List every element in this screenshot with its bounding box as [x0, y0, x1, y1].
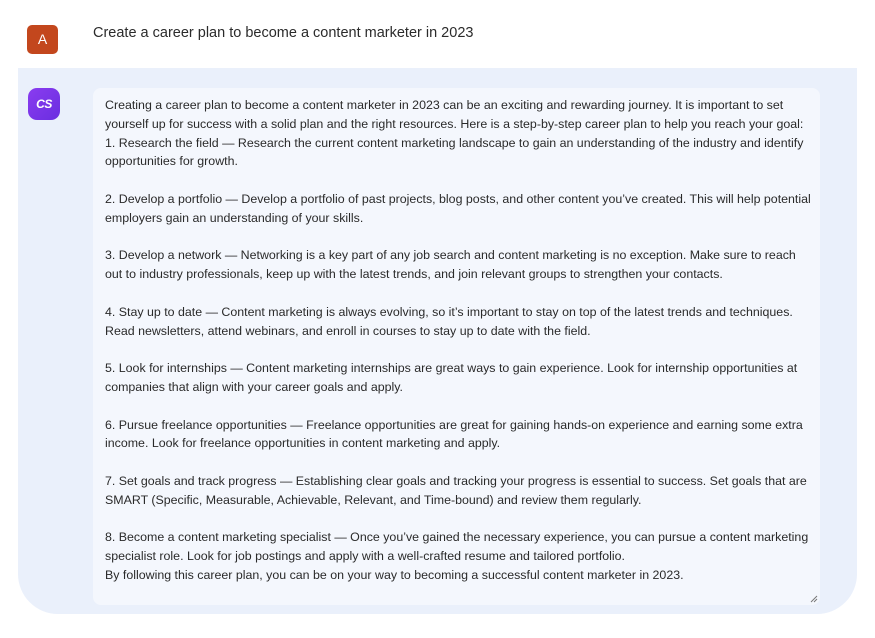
- response-intro: Creating a career plan to become a content marketer in 2023 can be an exciting and rewarding journey. It is important to set yourself up for success with a solid plan and the right resources. Here is a step-by-step career plan to help you reach your goal:: [105, 98, 804, 131]
- response-step: 5. Look for internships — Content marketing internships are great ways to gain experience. Look for internship opportunities at companies that align with your career goals and apply.: [105, 361, 798, 394]
- response-step: 2. Develop a portfolio — Develop a portfolio of past projects, blog posts, and other content you’ve created. This will help potential employers gain an understanding of your skills.: [105, 191, 811, 225]
- resize-handle-icon[interactable]: [810, 595, 818, 603]
- assistant-avatar-logo: CS: [28, 88, 60, 120]
- response-textarea[interactable]: [93, 88, 820, 605]
- response-step: 4. Stay up to date — Content marketing is always evolving, so it’s important to stay on top of the latest trends and techniques. Read newsletters, attend webinars, and enroll in courses to stay up to date with the field.: [105, 304, 793, 338]
- user-message-row: [0, 0, 875, 68]
- response-step: 3. Develop a network — Networking is a key part of any job search and content marketing is no exception. Make sure to reach out to industry professionals, keep up with the latest trends, and join relevant groups to strengthen your contacts.: [105, 248, 796, 282]
- response-step: 7. Set goals and track progress — Establishing clear goals and tracking your progress is essential to success. Set goals that are SMART (Specific, Measurable, Achievable, Relevant, and Time-bound) and review them regularly.: [105, 473, 807, 507]
- response-step: 8. Become a content marketing specialist — Once you’ve gained the necessary experience, you can pursue a content marketing specialist role. Look for job postings and apply with a well-crafted resume and tailored portfolio.: [105, 530, 809, 564]
- user-avatar: A: [27, 25, 58, 54]
- response-conclusion: By following this career plan, you can be on your way to becoming a successful content marketer in 2023.: [105, 567, 684, 582]
- response-step: 1. Research the field — Research the current content marketing landscape to gain an understanding of the industry and identify opportunities for growth.: [105, 135, 804, 169]
- user-prompt-text: Create a career plan to become a content marketer in 2023: [93, 25, 474, 41]
- response-step: 6. Pursue freelance opportunities — Freelance opportunities are great for gaining hands-on experience and earning some extra income. Look for freelance opportunities in content marketing and apply.: [105, 417, 803, 451]
